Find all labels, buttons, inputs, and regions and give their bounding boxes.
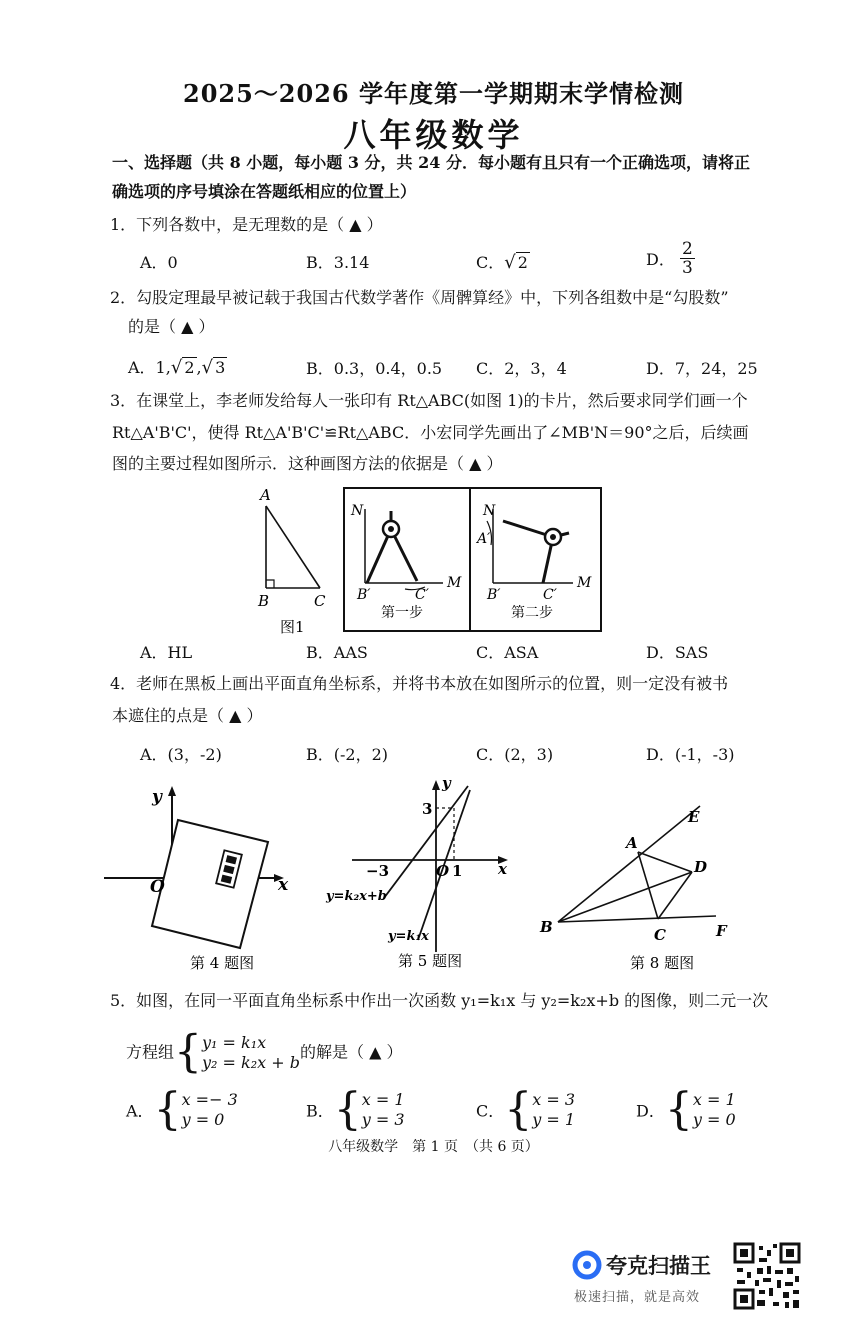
step2-label-n: N bbox=[483, 503, 496, 519]
q5-stem-line1: 5．如图，在同一平面直角坐标系中作出一次函数 y₁=k₁x 与 y₂=k₂x+b 的图像，则二元一次 bbox=[110, 991, 769, 1010]
f8-label-f: F bbox=[716, 922, 727, 940]
f4-caption: 第 4 题图 bbox=[190, 954, 255, 972]
step2-caption: 第二步 bbox=[511, 605, 553, 621]
q3-option-d: D．SAS bbox=[646, 643, 709, 662]
fig1-label-c: C bbox=[314, 592, 326, 610]
q2-option-c: C．2，3，4 bbox=[476, 359, 567, 378]
q5-option-a: A．{x =− 3 y = 0 bbox=[126, 1084, 238, 1135]
q4-stem-line2: 本遮住的点是（ ▲ ） bbox=[112, 706, 263, 725]
f8-caption: 第 8 题图 bbox=[630, 954, 695, 972]
f5-label-line2: y=k₂x+b bbox=[326, 889, 387, 904]
q2-option-a: A．1,√ 2 ,√ 3 bbox=[128, 357, 226, 378]
step1-label-b: B′ bbox=[357, 587, 371, 603]
q2-option-d: D．7，24，25 bbox=[646, 359, 758, 378]
q4-option-c: C．(2，3) bbox=[476, 745, 554, 764]
f8-label-c: C bbox=[654, 926, 666, 944]
step1-label-m: M bbox=[447, 575, 462, 591]
q1-option-d-fraction: $\frac{2}{3}$ bbox=[681, 239, 693, 278]
q2-stem-line2: 的是（ ▲ ） bbox=[128, 317, 215, 336]
q5-system: y₁ = k₁x y₂ = k₂x + b bbox=[202, 1032, 300, 1072]
figure-q8 bbox=[534, 800, 744, 980]
q3-stem-line2: Rt△A'B'C'，使得 Rt△A'B'C'≌Rt△ABC．小宏同学先画出了∠MB'N＝90°之后，后续画 bbox=[112, 423, 749, 442]
f5-label-neg3: −3 bbox=[366, 862, 390, 880]
f8-label-d: D bbox=[694, 858, 708, 876]
step1-label-n: N bbox=[351, 503, 364, 519]
step2-label-a: A′ bbox=[477, 531, 491, 547]
scanner-slogan: 极速扫描，就是高效 bbox=[574, 1290, 701, 1305]
f5-label-one: 1 bbox=[452, 862, 463, 880]
step1-label-c: C′ bbox=[415, 587, 429, 603]
q2-option-b: B．0.3，0.4，0.5 bbox=[306, 359, 443, 378]
f4-label-y: y bbox=[152, 787, 162, 807]
page-footer: 八年级数学 第 1 页 （共 6 页） bbox=[328, 1139, 539, 1155]
f4-label-o: O bbox=[150, 877, 165, 897]
fig1-label-b: B bbox=[258, 592, 270, 610]
figure-q4 bbox=[100, 778, 300, 978]
q3-option-b: B．AAS bbox=[306, 643, 368, 662]
q3-stem-line1: 3．在课堂上，李老师发给每人一张印有 Rt△ABC(如图 1)的卡片，然后要求同学们画一个 bbox=[110, 391, 748, 410]
q5-option-c: C．{x = 3 y = 1 bbox=[476, 1084, 576, 1135]
step2-label-m: M bbox=[577, 575, 592, 591]
exam-title: 2025～2026 学年度第一学期期末学情检测 bbox=[183, 79, 684, 108]
f8-label-e: E bbox=[688, 808, 700, 826]
q3-option-c: C．ASA bbox=[476, 643, 539, 662]
fig1-caption: 图1 bbox=[280, 618, 305, 636]
q3-steps-figure bbox=[343, 487, 603, 633]
f5-label-y: y bbox=[442, 774, 451, 792]
q2-stem-line1: 2．勾股定理最早被记载于我国古代数学著作《周髀算经》中，下列各组数中是“勾股数” bbox=[110, 288, 729, 307]
q1-option-c: C．√ 2 bbox=[476, 252, 528, 273]
q3-option-a: A．HL bbox=[140, 643, 193, 662]
q1-option-d-label: D． bbox=[646, 250, 675, 269]
q1-option-c-label: C． bbox=[476, 253, 505, 272]
scanner-logo-icon bbox=[572, 1250, 602, 1280]
f5-label-line1: y=k₁x bbox=[388, 929, 429, 944]
q1-option-a: A．0 bbox=[140, 253, 178, 272]
f5-label-three: 3 bbox=[422, 800, 433, 818]
q4-option-b: B．(-2，2) bbox=[306, 745, 389, 764]
q4-option-d: D．(-1，-3) bbox=[646, 745, 735, 764]
q3-stem-line3: 图的主要过程如图所示．这种画图方法的依据是（ ▲ ） bbox=[112, 454, 503, 473]
f8-label-a: A bbox=[626, 834, 638, 852]
q4-stem-line1: 4．老师在黑板上画出平面直角坐标系，并将书本放在如图所示的位置，则一定没有被书 bbox=[110, 674, 729, 693]
section-heading-line2: 确选项的序号填涂在答题纸相应的位置上） bbox=[112, 182, 417, 201]
q1-option-d bbox=[646, 240, 695, 277]
f8-label-b: B bbox=[540, 918, 553, 936]
q5-option-d: D．{x = 1 y = 0 bbox=[636, 1084, 736, 1135]
q1-stem: 1．下列各数中，是无理数的是（ ▲ ） bbox=[110, 215, 383, 234]
step1-caption: 第一步 bbox=[381, 605, 423, 621]
q5-option-b: B．{x = 1 y = 3 bbox=[306, 1084, 405, 1135]
fig1-label-a: A bbox=[260, 486, 271, 504]
f5-caption: 第 5 题图 bbox=[398, 952, 463, 970]
scanner-brand: 夸克扫描王 bbox=[606, 1254, 711, 1278]
section-heading-line1: 一、选择题（共 8 小题，每小题 3 分，共 24 分．每小题有且只有一个正确选项，请将正 bbox=[112, 153, 750, 172]
qr-code-icon bbox=[733, 1242, 801, 1310]
step2-label-c: C′ bbox=[543, 587, 557, 603]
f4-label-x: x bbox=[278, 875, 289, 895]
subject-title: 八年级数学 bbox=[343, 116, 524, 154]
f5-label-o: O bbox=[436, 862, 450, 880]
q5-stem-line2: 方程组{y₁ = k₁x y₂ = k₂x + b的解是（ ▲ ） bbox=[126, 1026, 403, 1078]
q4-option-a: A．(3，-2) bbox=[140, 745, 222, 764]
step2-label-b: B′ bbox=[487, 587, 501, 603]
q1-option-c-radicand: 2 bbox=[517, 253, 528, 272]
f5-label-x: x bbox=[498, 860, 507, 878]
figure-q5 bbox=[318, 774, 528, 978]
q1-option-b: B．3.14 bbox=[306, 253, 370, 272]
q3-figure-1 bbox=[250, 484, 340, 644]
